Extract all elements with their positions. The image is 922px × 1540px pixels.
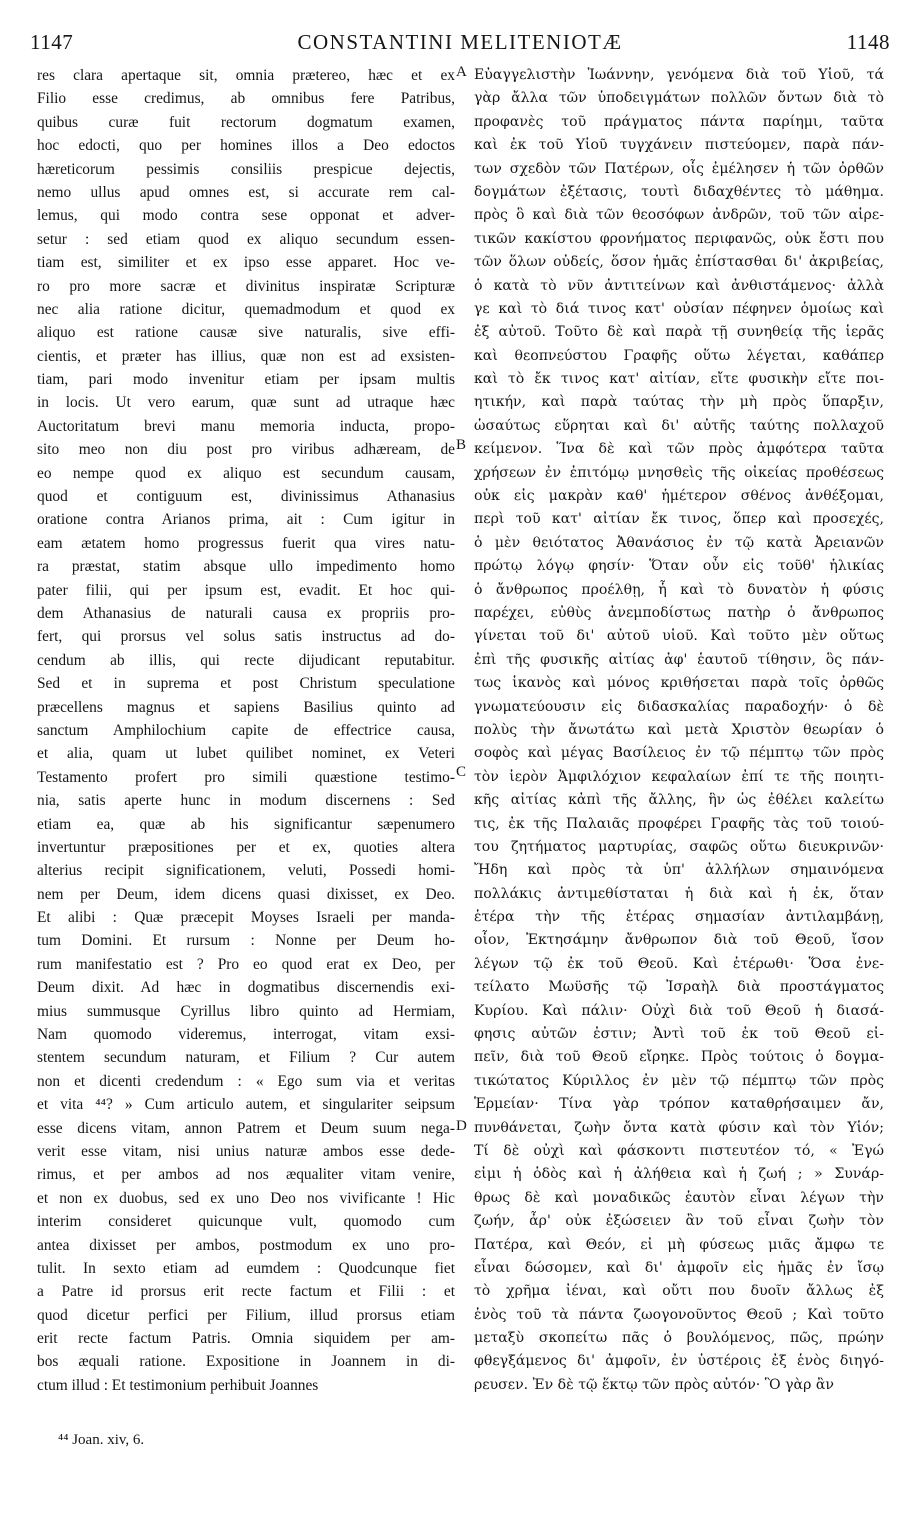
text-line: etiam ea, quæ ab his significantur sæpenumero	[37, 815, 455, 833]
text-line: ὁ κατὰ τὸ νῦν ἀντιτείνων καὶ ἀνθιστάμενος· ἀλλὰ	[474, 277, 884, 294]
text-line: verit esse vitam, nisi unius naturæ ambos esse dede-	[37, 1142, 455, 1160]
text-line: πολλάκις ἀντιμεθίσταται ἡ διὰ καὶ ἡ ἐκ, ὅταν	[474, 885, 884, 902]
text-line: καὶ θεοπνεύστου Γραφῆς οὕτω λέγεται, καθάπερ	[474, 347, 884, 364]
text-line: Ἤδη καὶ πρὸς τὰ ὑπ' ἀλλήλων σημαινόμενα	[474, 862, 884, 879]
text-line: fert, qui prorsus vel solus satis instructus ad do-	[37, 628, 455, 646]
text-line: οἷον, Ἐκτησάμην ἄνθρωπον διὰ τοῦ Θεοῦ, ἴσον	[474, 932, 884, 949]
section-marker-d: D	[456, 1118, 467, 1134]
text-line: ὁ ἄνθρωπος προέλθῃ, ἧ καὶ τὸ δυνατὸν ἡ φύσις	[474, 581, 884, 598]
text-line: καὶ ἐκ τοῦ Υἱοῦ τυγχάνειν πιστεύομεν, παρὰ πάν-	[474, 137, 884, 154]
text-line: Πατέρα, καὶ Θεόν, εἰ μὴ φύσεως μιᾶς ἄμφω τε	[474, 1236, 884, 1253]
text-line: Sed et in suprema et post Christum speculatione	[37, 675, 455, 693]
text-line: stentem secundum naturam, et Filium ? Cur autem	[37, 1049, 455, 1067]
text-line: τὸν ἱερὸν Ἀμφιλόχιον κεφαλαίων ἐπί τε τῆς ποιητι-	[474, 768, 884, 785]
text-line: Κυρίου. Καὶ πάλιν· Οὐχὶ διὰ τοῦ Θεοῦ ἡ διασά-	[474, 1002, 884, 1019]
text-line: μεταξὺ σκοπείτω πᾶς ὁ βουλόμενος, πῶς, πρώην	[474, 1330, 884, 1347]
text-line: πυνθάνεται, ζωὴν ὄντα κατὰ φύσιν καὶ τὸν Υἱόν;	[474, 1119, 884, 1136]
text-line: Τί δὲ οὐχὶ καὶ φάσκοντι πιστευτέον τό, « Ἐγώ	[474, 1142, 884, 1159]
text-line: sito meo non diu post pro viribus adhæream, de	[37, 441, 455, 459]
text-line: παρέχει, εὐθὺς ἀνεμποδίστως πατὴρ ὁ ἄνθρωπος	[474, 604, 884, 621]
text-line: et non ex duobus, sed ex uno Deo nos vivificante ! Hic	[37, 1189, 455, 1207]
text-line: invertuntur præpositiones per et ex, quoties altera	[37, 838, 455, 856]
text-line: ἐπὶ τῆς φυσικῆς αἰτίας ἀφ' ἑαυτοῦ τίθησιν, ὃς πάν-	[474, 651, 884, 668]
text-line: quod et contiguum est, divinissimus Athanasius	[37, 488, 455, 506]
text-line: tiam, pari modo invenitur etiam per ipsam multis	[37, 371, 455, 389]
text-line: πολὺς τὴν ἄνωτάτω καὶ μετὰ Χριστὸν θεωρίαν ὁ	[474, 721, 884, 738]
text-line: pater filii, qui per ipsum est, evadit. Et hoc qui-	[37, 581, 455, 599]
text-line: ητικήν, καὶ παρὰ ταύτας τὴν μὴ πρὸς ὕπαρξιν,	[474, 394, 884, 411]
text-line: erit recte factum Patris. Omnia siquidem per am-	[37, 1330, 455, 1348]
text-line: τὸ χρῆμα ἰέναι, καὶ οὔτι που δυοῖν ἄλλως ἐξ	[474, 1283, 884, 1300]
text-line: eam ætatem homo progressus fuerit qua vires natu-	[37, 534, 455, 552]
text-line: quibus curæ fuit rectorum dogmatum examen,	[37, 113, 455, 131]
text-line: hoc edocti, quo per homines illos a Deo edoctos	[37, 137, 455, 155]
text-line: aliquo est ratione causæ sive naturalis, sive effi-	[37, 324, 455, 342]
text-line: προφανὲς τοῦ πράγματος πάντα παρίημι, ταῦτα	[474, 113, 884, 130]
text-line: θρως δὲ καὶ μοναδικῶς ἑαυτὸν εἶναι λέγων τὴν	[474, 1189, 884, 1206]
text-line: setur : sed etiam quod ex aliquo secundum essen-	[37, 230, 455, 248]
text-line: ὡσαύτως εὕρηται καὶ δι' αὐτῆς ταύτης πολλαχοῦ	[474, 417, 884, 434]
text-line: res clara apertaque sit, omnia prætereo, hæc et ex	[37, 67, 455, 84]
text-line: nia, satis aperte hunc in modum discernens : Sed	[37, 792, 455, 810]
text-line: cientis, et præter has illius, quæ non est ad exsisten-	[37, 347, 455, 365]
text-line: τείλατο Μωϋσῆς τῷ Ἰσραὴλ διὰ προστάγματος	[474, 979, 884, 996]
text-line: των σχεδὸν τῶν Πατέρων, οἷς ἐμέλησεν ἡ τῶν ὀρθῶν	[474, 160, 884, 177]
text-line: ra præstat, statim absque ullo impedimento homo	[37, 558, 455, 576]
text-line: Εὐαγγελιστὴν Ἰωάννην, γενόμενα διὰ τοῦ Υἱοῦ, τά	[474, 67, 884, 83]
text-line: του ζητήματος μαρτυρίας, σαφῶς οὕτω διευκρινῶν·	[474, 838, 884, 855]
text-line: λέγων τῷ ἐκ τοῦ Θεοῦ. Καὶ ἑτέρωθι· Ὅσα ἐνε-	[474, 955, 884, 972]
text-line: Nam quomodo videremus, interrogat, vitam exsi-	[37, 1026, 455, 1044]
section-marker-c: C	[456, 764, 467, 780]
text-line: τις, ἐκ τῆς Παλαιᾶς προφέρει Γραφῆς τὰς τοῦ τοιού-	[474, 815, 884, 832]
text-line: γε καὶ τὸ διά τινος κατ' οὐσίαν πέφηνεν ὁμοίως καὶ	[474, 300, 884, 317]
section-marker-a: A	[456, 64, 467, 80]
text-line: oratione contra Arianos prima, ait : Cum igitur in	[37, 511, 455, 529]
text-line: ctum illud : Et testimonium perhibuit Joannes	[37, 1376, 319, 1394]
text-line: εἶναι δώσομεν, καὶ δι' ἀμφοῖν εἰς ἡμᾶς ἐν ἴσῳ	[474, 1259, 884, 1276]
text-line: antea dixisset per ambos, postmodum ex uno pro-	[37, 1236, 455, 1254]
text-line: nec alia ratione dicitur, quemadmodum et quod ex	[37, 300, 455, 318]
text-line: tulit. In sexto etiam ad eumdem : Quodcunque fiet	[37, 1259, 455, 1277]
section-marker-b: B	[456, 437, 467, 453]
text-line: πρὸς ὃ καὶ διὰ τῶν θεοσόφων ἀνδρῶν, τοῦ τῶν αἱρε-	[474, 207, 884, 224]
text-line: sanctum Amphilochium capite de effectrice causa,	[37, 721, 455, 739]
text-line: et alia, quam ut lubet quilibet nominet, ex Veteri	[37, 745, 455, 763]
text-line: non et dicenti credendum : « Ego sum via et veritas	[37, 1072, 455, 1090]
text-line: Et alibi : Quæ præcepit Moyses Israeli per manda-	[37, 909, 455, 927]
text-line: Auctoritatum brevi manu memoria inducta, propo-	[37, 417, 455, 435]
latin-column	[37, 64, 455, 1397]
text-line: eo nempe quod ex aliquo est secundum causam,	[37, 464, 455, 482]
text-line: φησις αὐτῶν ἐστιν; Ἀντὶ τοῦ ἐκ τοῦ Θεοῦ εἰ-	[474, 1026, 884, 1043]
text-line: Filio esse credimus, ab omnibus fere Patribus,	[37, 90, 455, 108]
text-line: mius summusque Cyrillus libro quinto ad Hermiam,	[37, 1002, 455, 1020]
text-line: esse dicens vitam, annon Patrem et Deum suum nega-	[37, 1119, 455, 1137]
text-line: ro pro more sacræ et divinitus inspiratæ Scripturæ	[37, 277, 455, 295]
running-title: CONSTANTINI MELITENIOTÆ	[297, 30, 623, 54]
text-line: κείμενον. Ἵνα δὲ καὶ τῶν πρὸς ἀμφότερα ταῦτα	[474, 441, 884, 458]
text-line: πρώτῳ λόγῳ φησίν· Ὅταν οὖν εἰς τοῦθ' ἡλικίας	[474, 558, 884, 575]
page-number-left: 1147	[30, 30, 74, 54]
text-line: Ἑρμείαν· Τίνα γὰρ τρόπον καταθρήσαιμεν ἄν,	[474, 1096, 884, 1113]
text-line: cendum ab illis, qui recte dijudicant reputabitur.	[37, 651, 455, 669]
text-line: lemus, qui modo contra sese opponat et adver-	[37, 207, 455, 225]
text-line: φθεγξάμενος δι' ἀμφοῖν, ἐν ὑστέροις ἐξ ἑνὸς διηγό-	[474, 1353, 884, 1370]
text-line: ζωήν, ἆρ' οὐκ ἐξώσειεν ἂν τοῦ εἶναι ζωὴν τὸν	[474, 1213, 884, 1230]
text-line: γνωματεύουσιν εἰς διδασκαλίας παραδοχήν· ὁ δὲ	[474, 698, 884, 715]
text-line: κῆς αἰτίας κἀπὶ τῆς ἄλλης, ἣν ὡς ἐθέλει καλείτω	[474, 792, 884, 809]
text-line: in locis. Ut vero earum, quæ sunt ad utraque hæc	[37, 394, 455, 412]
text-line: καὶ τὸ ἔκ τινος κατ' αἰτίαν, εἴτε φυσικὴν εἴτε ποι-	[474, 371, 884, 388]
text-line: a Patre id prorsus erit recte factum et Filii : et	[37, 1283, 455, 1301]
text-line: εἰμι ἡ ὁδὸς καὶ ἡ ἀλήθεια καὶ ἡ ζωή ; » Συνάρ-	[474, 1166, 884, 1183]
text-line: bos æquali ratione. Expositione in Joannem in di-	[37, 1353, 455, 1371]
text-line: quod dicetur perfici per Filium, illud prorsus etiam	[37, 1306, 455, 1324]
text-line: tum Domini. Et rursum : Nonne per Deum ho-	[37, 932, 455, 950]
greek-column	[474, 64, 884, 1397]
text-line: τικώτατος Κύριλλος ἐν μὲν τῷ πέμπτῳ τῶν πρὸς	[474, 1072, 884, 1089]
text-line: nemo ullus apud omnes est, si accurate rem cal-	[37, 183, 455, 201]
text-line: interim consideret quicunque vult, quomodo cum	[37, 1213, 455, 1231]
text-line: rum manifestatio est ? Pro eo quod erat ex Deo, per	[37, 955, 455, 973]
footnote: ⁴⁴ Joan. xiv, 6.	[58, 1432, 145, 1448]
page-number-right: 1148	[846, 30, 890, 54]
text-line: Testamento profert pro simili quæstione testimo-	[37, 768, 455, 786]
text-line: nem per Deum, idem dicens quasi dixisset, ex Deo.	[37, 885, 455, 903]
text-line: οὐκ εἰς μακρὰν καθ' ἡμέτερον σθένος ἀνθέξομαι,	[474, 488, 884, 505]
text-line: ρευσεν. Ἐν δὲ τῷ ἕκτῳ τῶν πρὸς αὐτόν· Ὃ γὰρ ἂν	[474, 1376, 834, 1393]
text-line: γὰρ ἄλλα τῶν ὑποδειγμάτων πολλῶν ὄντων διὰ τὸ	[474, 90, 884, 107]
text-line: Deum dixit. Ad hæc in dogmatibus discernendis exi-	[37, 979, 455, 997]
text-line: τῶν ὅλων οὐδείς, ὅσον ἡμᾶς ἐπίστασθαι δι' ἀκριβείας,	[474, 254, 884, 271]
text-line: tiam est, similiter et ex ipso esse apparet. Hoc ve-	[37, 254, 455, 272]
text-line: ὁ μὲν θειότατος Ἀθανάσιος ἐν τῷ κατὰ Ἀρειανῶν	[474, 534, 884, 551]
text-line: ἑτέρα τὴν τῆς ἑτέρας σημασίαν ἀντιλαμβάνῃ,	[474, 909, 884, 926]
text-line: ἑνὸς τοῦ τὰ πάντα ζωογονοῦντος Θεοῦ ; Καὶ τοῦτο	[474, 1306, 884, 1323]
text-line: δογμάτων ἐξέτασις, τουτὶ διδαχθέντες τὸ μάθημα.	[474, 183, 884, 200]
text-line: alterius recipit significationem, veluti, Possedi homi-	[37, 862, 455, 880]
text-line: præcellens magnus et sapiens Basilius quinto ad	[37, 698, 455, 716]
text-line: hæreticorum pessimis consiliis prespicue dejectis,	[37, 160, 455, 178]
text-line: ἐξ αὐτοῦ. Τοῦτο δὲ καὶ παρὰ τῇ συνηθείᾳ τῆς ἱερᾶς	[474, 324, 884, 341]
text-line: σοφὸς καὶ μέγας Βασίλειος ἐν τῷ πέμπτῳ τῶν πρὸς	[474, 745, 884, 762]
text-line: χρήσεων ἐν ἐπιτόμῳ μνησθεὶς τῆς οἰκείας προθέσεως	[474, 464, 884, 481]
text-line: dem Athanasius de naturali causa ex propriis pro-	[37, 604, 455, 622]
text-line: τικῶν κακίστου φρονήματος περιφανῶς, οὐκ ἔστι που	[474, 230, 884, 247]
text-line: πεῖν, διὰ τοῦ Θεοῦ εἴρηκε. Πρὸς τούτοις ὁ δογμα-	[474, 1049, 884, 1066]
page-header	[30, 30, 890, 60]
text-line: τως ἱκανὸς καὶ μόνος κριθήσεται παρὰ τοῖς ὀρθῶς	[474, 675, 884, 692]
text-line: rimus, et per ambos ad nos æqualiter vitam venire,	[37, 1166, 455, 1184]
text-line: περὶ τοῦ κατ' αἰτίαν ἔκ τινος, ὅπερ καὶ προσεχές,	[474, 511, 884, 528]
text-line: et vita ⁴⁴? » Cum articulo autem, et singulariter seipsum	[37, 1096, 455, 1114]
text-line: γίνεται τοῦ δι' αὐτοῦ υἱοῦ. Καὶ τοῦτο μὲν οὕτως	[474, 628, 884, 645]
